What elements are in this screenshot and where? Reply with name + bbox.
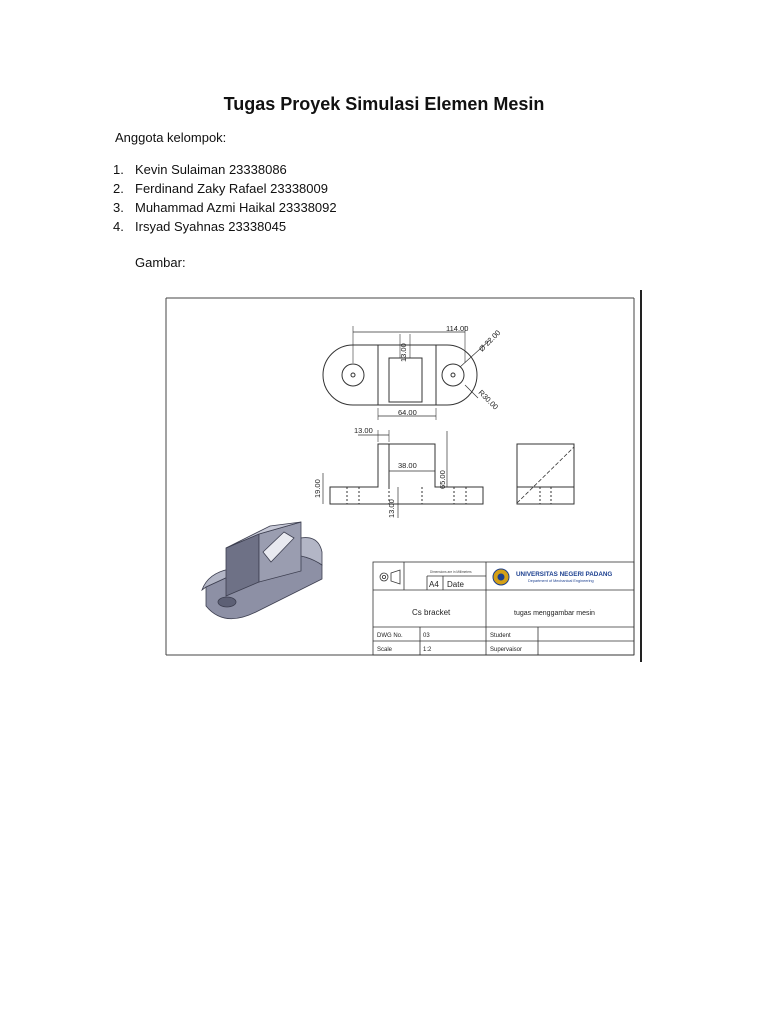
university-logo-center (498, 574, 505, 581)
side-view-outline (517, 444, 574, 504)
dim-19: 19.00 (313, 479, 322, 498)
member-name: Kevin Sulaiman 23338086 (135, 162, 287, 177)
isometric-view (202, 522, 322, 619)
drawing-svg (160, 290, 645, 662)
right-hole (442, 364, 464, 386)
member-name: Muhammad Azmi Haikal 23338092 (135, 200, 337, 215)
list-item (113, 160, 337, 179)
left-hole-center (351, 373, 355, 377)
units-note: Dimensions are in Millimeters (430, 570, 472, 574)
top-view-slot (389, 358, 422, 402)
part-name: Cs bracket (412, 608, 451, 617)
supervisor-label: Supervaisor (490, 647, 523, 653)
projection-symbol-cone (391, 570, 400, 584)
dim-114: 114.00 (446, 324, 469, 333)
dim-radius-30: R30.00 (476, 388, 501, 412)
sheet-size: A4 (429, 580, 439, 589)
technical-drawing (160, 290, 645, 662)
student-label: Student (490, 633, 511, 639)
list-number: 1. (113, 162, 124, 177)
dim-13-bottom: 13.00 (387, 499, 396, 518)
right-hole-center (451, 373, 455, 377)
front-view-outline (330, 444, 483, 504)
assignment-name: tugas menggambar mesin (514, 610, 595, 617)
iso-left-hole (218, 597, 236, 607)
hidden-line (517, 447, 574, 503)
side-view (517, 444, 574, 504)
members-list (113, 160, 337, 236)
gambar-label: Gambar: (135, 255, 186, 270)
list-number: 4. (113, 219, 124, 234)
dim-diameter-22: Ø 22.00 (477, 328, 503, 354)
projection-symbol-circle (380, 573, 388, 581)
university-name: UNIVERSITAS NEGERI PADANG (516, 571, 613, 578)
left-hole (342, 364, 364, 386)
member-name: Irsyad Syahnas 23338045 (135, 219, 287, 234)
list-number: 3. (113, 200, 124, 215)
member-name: Ferdinand Zaky Rafael 23338009 (135, 181, 328, 196)
dim-65: 65.00 (438, 470, 447, 489)
dwg-no-label: DWG No. (377, 633, 403, 639)
list-number: 2. (113, 181, 124, 196)
list-item (113, 198, 337, 217)
top-view (323, 326, 490, 420)
scale-value: 1:2 (423, 647, 432, 653)
dim-64: 64.00 (398, 408, 417, 417)
dim-38: 38.00 (398, 461, 417, 470)
scale-label: Scale (377, 647, 393, 653)
list-item (113, 179, 337, 198)
projection-symbol-circle (382, 575, 385, 578)
dwg-no-value: 03 (423, 633, 430, 639)
front-view (323, 430, 483, 518)
list-item (113, 217, 337, 236)
document-title: Tugas Proyek Simulasi Elemen Mesin (223, 94, 545, 114)
members-label: Anggota kelompok: (115, 130, 227, 145)
dim-13-top: 13.00 (399, 343, 408, 362)
department-name: Department of Mechanical Engineering (528, 579, 594, 583)
date-label: Date (447, 580, 464, 589)
dim-13-front: 13.00 (354, 426, 373, 435)
leader-radius (465, 385, 478, 398)
